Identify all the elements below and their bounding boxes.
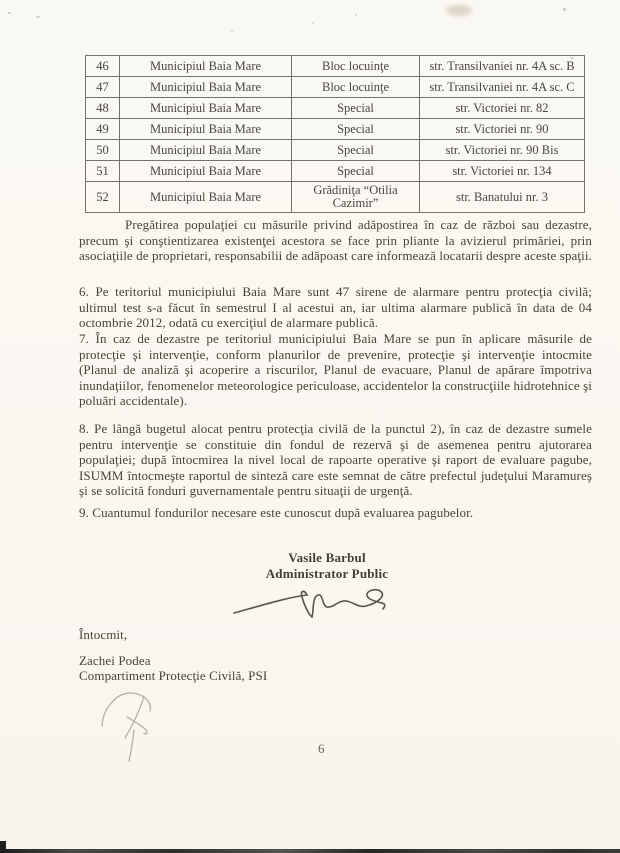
cell-address: str. Victoriei nr. 82 (420, 98, 585, 119)
cell-locality: Municipiul Baia Mare (120, 77, 292, 98)
cell-address: str. Banatului nr. 3 (420, 182, 585, 213)
scan-speck (312, 22, 314, 24)
scan-smudge (446, 5, 472, 16)
scan-speck (8, 12, 11, 14)
handwritten-initial (94, 686, 166, 766)
cell-locality: Municipiul Baia Mare (120, 182, 292, 213)
signatory-name: Vasile Barbul (288, 550, 366, 565)
table-row (86, 161, 585, 182)
cell-building-type: Bloc locuinţe (292, 77, 420, 98)
scan-edge-bottom (0, 849, 620, 853)
scan-speck (36, 16, 40, 18)
scan-speck (231, 30, 233, 32)
cell-building-type: Special (292, 140, 420, 161)
cell-building-type: Bloc locuinţe (292, 56, 420, 77)
prepared-by-name: Zachei Podea (79, 653, 151, 668)
signatory-title: Administrator Public (265, 565, 389, 581)
cell-number: 46 (86, 56, 120, 77)
scan-edge-corner (0, 841, 6, 851)
paragraph-item-7: 7. În caz de dezastre pe teritoriul municipiului Baia Mare se pun în aplicare măsurile de protecţie şi intervenţie, conform planurilor de prevenire, protecţie şi intervenţie intocmite (Planul de analiză şi acoperire a riscurilor, Planul de evacuare, Planul de apărare împotriva inundaţiilor, fenomenelor meteorologice periculoase, accidentelor la construcţiile hidrotehnice şi poluări accidentale). (79, 331, 592, 409)
cell-building-type: Special (292, 119, 420, 140)
table-row (86, 98, 585, 119)
cell-number: 49 (86, 119, 120, 140)
table-row (86, 56, 585, 77)
cell-locality: Municipiul Baia Mare (120, 98, 292, 119)
paragraph-item-6: 6. Pe teritoriul municipiului Baia Mare sunt 47 sirene de alarmare pentru protecţia civilă; ultimul test s-a făcut în semestrul I al acestui an, iar ultima alarmare publică în data de 04 octombrie 2012, odată cu exerciţiul de alarmare publică. (79, 284, 592, 331)
scan-speck (355, 14, 357, 16)
signature-block (232, 550, 422, 581)
cell-building-type: Special (292, 98, 420, 119)
table-row (86, 77, 585, 98)
page-number: 6 (318, 741, 325, 756)
prepared-by-department: Compartiment Protecţie Civilă, PSI (79, 668, 268, 683)
handwritten-signature (231, 582, 393, 624)
cell-number: 47 (86, 77, 120, 98)
cell-address: str. Transilvaniei nr. 4A sc. C (420, 77, 585, 98)
cell-locality: Municipiul Baia Mare (120, 161, 292, 182)
table-row (86, 119, 585, 140)
cell-locality: Municipiul Baia Mare (120, 119, 292, 140)
cell-number: 51 (86, 161, 120, 182)
cell-locality: Municipiul Baia Mare (120, 56, 292, 77)
table-row (86, 182, 585, 213)
shelter-table (85, 55, 585, 213)
cell-building-type: Grădiniţa “Otilia Cazimir” (292, 182, 420, 213)
paragraph-intro: Pregătirea populaţiei cu măsurile privind adăpostirea în caz de război sau dezastre, precum şi conştientizarea existenţei acestora se face prin pliante la avizierul primăriei, prin asociaţiile de proprietari, responsabilii de adăpoast care informează locatarii despre aceste spaţii. (79, 217, 592, 264)
prepared-by-label: Întocmit, (79, 627, 128, 642)
table-row (86, 140, 585, 161)
cell-address: str. Victoriei nr. 134 (420, 161, 585, 182)
cell-number: 48 (86, 98, 120, 119)
cell-building-type: Special (292, 161, 420, 182)
paragraph-item-9: 9. Cuantumul fondurilor necesare este cunoscut după evaluarea pagubelor. (79, 505, 474, 520)
cell-address: str. Victoriei nr. 90 (420, 119, 585, 140)
cell-address: str. Transilvaniei nr. 4A sc. B (420, 56, 585, 77)
cell-address: str. Victoriei nr. 90 Bis (420, 140, 585, 161)
cell-number: 52 (86, 182, 120, 213)
cell-number: 50 (86, 140, 120, 161)
scan-speck (563, 8, 566, 11)
cell-locality: Municipiul Baia Mare (120, 140, 292, 161)
paragraph-item-8: 8. Pe lângă bugetul alocat pentru protecţia civilă de la punctul 2), în caz de dezastre sumele pentru intervenţie se constituie din fondul de rezervă şi de asemenea pentru ajutorarea populaţiei; după întocmirea la nivel local de rapoarte operative şi raport de evaluare pagube, ISUMM întocmeşte raportul de sinteză care este semnat de către prefectul judeţului Maramureş şi se solicită fonduri guvernamentale pentru situaţii de urgenţă. (79, 421, 592, 499)
